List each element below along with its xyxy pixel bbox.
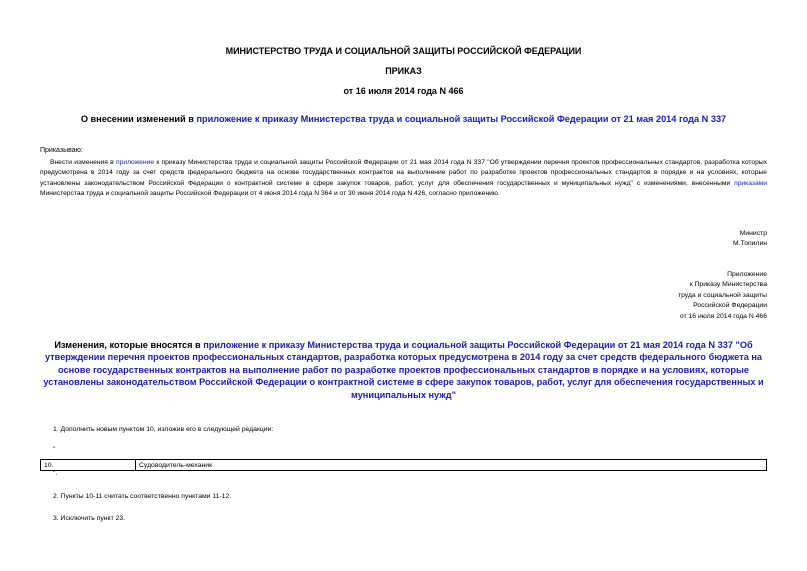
- order-body-text-1: Внести изменения в: [50, 159, 116, 166]
- signature-name: М.Топилин: [733, 240, 767, 248]
- appendix-line-3: труда и социальной защиты: [677, 291, 767, 299]
- quote-open: ": [53, 446, 56, 453]
- order-link-orders[interactable]: приказами: [734, 179, 767, 187]
- order-label: Приказываю:: [40, 147, 83, 154]
- quote-close: ".: [53, 470, 58, 477]
- document-title: [0, 114, 807, 124]
- appendix-header: [678, 270, 767, 322]
- appendix-line-2: к Приказу Министерства: [689, 281, 767, 289]
- paragraph-1: 1. Дополнить новым пунктом 10, изложив его в следующей редакции:: [53, 426, 274, 433]
- document-title-link[interactable]: приложение к приказу Министерства труда и социальной защиты Российской Федерации от 21 мая 2014 года N 337: [196, 114, 727, 124]
- table-cell-name: Судоводитель-механик: [136, 460, 767, 471]
- document-title-prefix: О внесении изменений в: [80, 114, 197, 124]
- order-body-text-3: Министерстаа труда и социальной защиты Российской Федерации от 4 июня 2014 года N 364 и от 30 июня 2014 года N 426, согласно приложению.: [40, 190, 500, 198]
- document-date-number: от 16 июля 2014 года N 466: [343, 86, 464, 96]
- appendix-line-1: Приложение: [727, 271, 767, 278]
- changes-title: [40, 339, 767, 401]
- order-body: [40, 158, 767, 200]
- order-link-appendix[interactable]: приложение: [116, 159, 155, 166]
- signature-position: Министр: [739, 230, 767, 237]
- ministry-heading: МИНИСТЕРСТВО ТРУДА И СОЦИАЛЬНОЙ ЗАЩИТЫ РОССИЙСКОЙ ФЕДЕРАЦИИ: [225, 46, 582, 56]
- signature-block: [733, 229, 767, 250]
- paragraph-3: 3. Исключить пункт 23.: [53, 515, 126, 522]
- document-type: ПРИКАЗ: [385, 66, 422, 76]
- appendix-line-4: Российской Федерации: [693, 302, 767, 310]
- appendix-line-5: от 16 июля 2014 года N 466: [679, 312, 767, 320]
- changes-title-prefix: Изменения, которые вносятся в: [54, 340, 204, 350]
- new-item-table: [40, 459, 767, 471]
- order-body-text-2: к приказу Министерства труда и социальной защиты Российской Федерации от 21 мая 2014 года N 337 "Об утверждении перечня проектов профессиональных стандартов, разработка которых предусмотрена в 2014 году за счет средств федерального бюджета на основе государственных контрактов на выполнение работ по разработке проектов профессиональных стандартов в порядке и на условиях, которые установлены законодательством Российской Федерации о контрактной системе в сфере закупок товаров, работ, услуг для обеспечения государственных и муниципальных нужд" с изменениями, внесенными: [40, 159, 767, 187]
- changes-title-link[interactable]: приложение к приказу Министерства труда и социальной защиты Российской Федерации от 21 мая 2014 года N 337 "Об утверждении перечня проектов профессиональных стандартов, разработка которых предусмотрена в 2014 году за счет средств федерального бюджета на основе государственных контрактов на выполнение работ по разработке проектов профессиональных стандартов в порядке и на условиях, которые установлены законодательством Российской Федерации о контрактной системе в сфере закупок товаров, работ, услуг для обеспечения государственных и муниципальных нужд": [43, 340, 764, 400]
- table-row: [41, 460, 767, 471]
- table-cell-number: 10.: [41, 460, 136, 471]
- paragraph-2: 2. Пункты 10-11 считать соответственно пунктами 11-12.: [53, 493, 232, 500]
